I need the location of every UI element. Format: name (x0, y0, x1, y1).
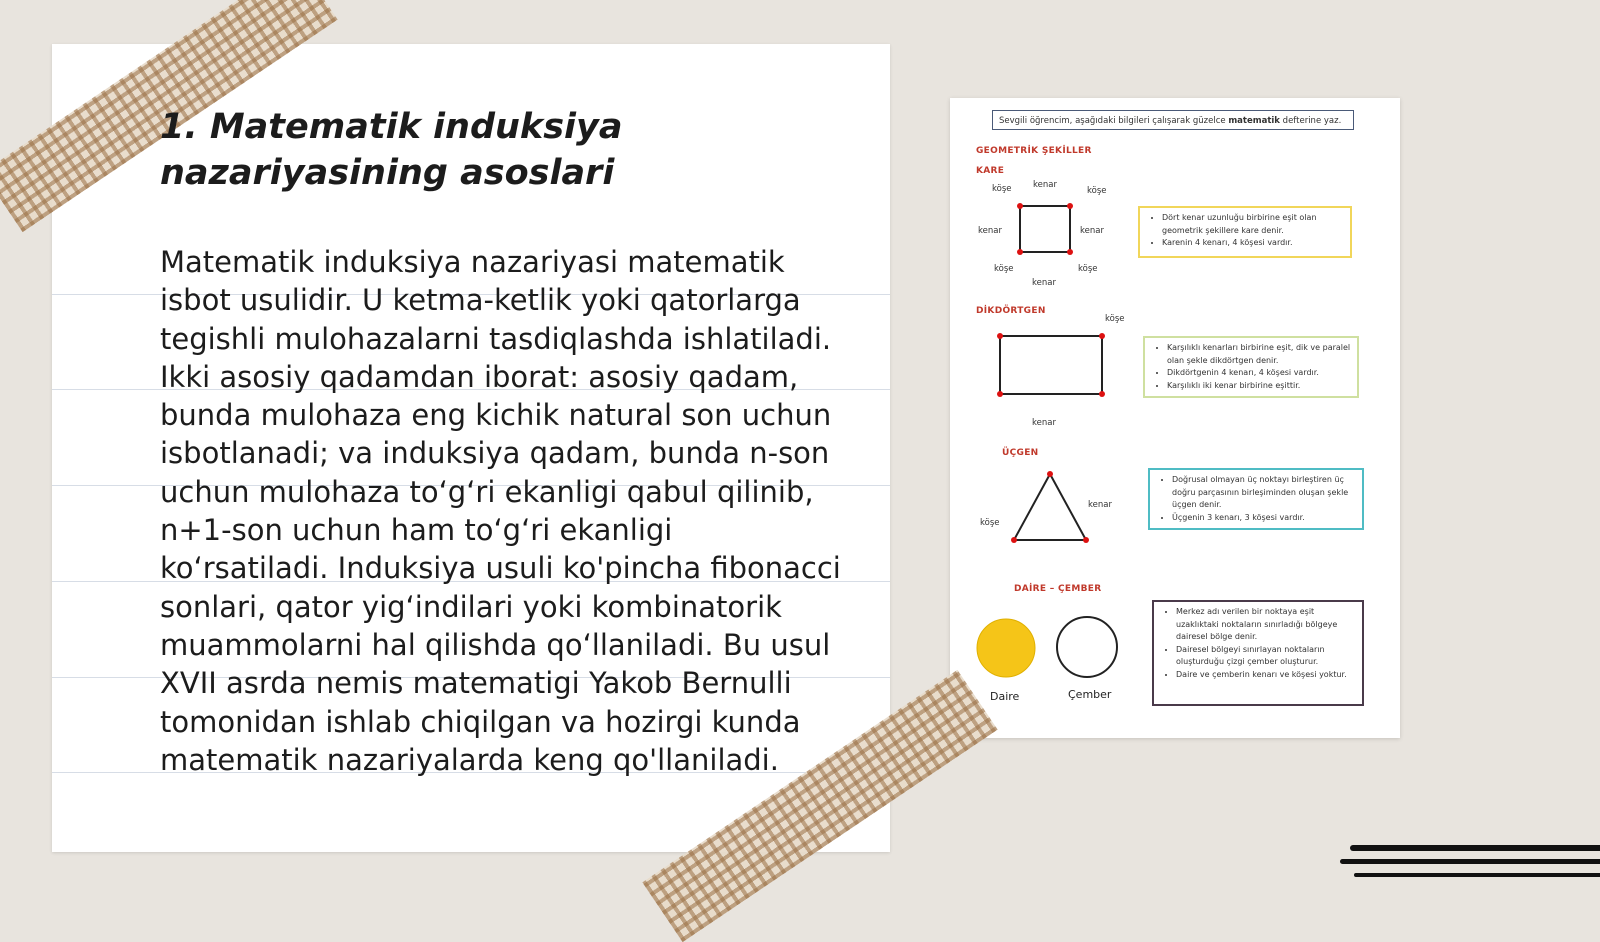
kare-info-box (1138, 206, 1352, 258)
title-line-1: 1. Matematik induksiya (160, 107, 623, 147)
kare-kenar-label: kenar (1080, 226, 1104, 236)
kare-bullet: • Dört kenar uzunluğu birbirine eşit olan geometrik şekillere kare denir. (1162, 212, 1344, 237)
dikdortgen-kenar-label: kenar (1032, 418, 1056, 428)
worksheet-image (950, 98, 1400, 738)
kare-kose-label: köşe (992, 184, 1012, 194)
ucgen-heading: ÜÇGEN (1002, 448, 1039, 458)
kare-bullet: • Karenin 4 kenarı, 4 köşesi vardır. (1162, 237, 1344, 250)
instruction-bold: matematik (1228, 116, 1280, 126)
kare-kenar-label: kenar (1032, 278, 1056, 288)
title-line-2: nazariyasining asoslari (160, 153, 615, 193)
triangle-shape (1014, 474, 1086, 540)
ucgen-bullet: • Üçgenin 3 kenarı, 3 köşesi vardır. (1172, 512, 1356, 525)
kare-kenar-label: kenar (1033, 180, 1057, 190)
kare-kenar-label: kenar (978, 226, 1002, 236)
dikdortgen-info-box (1143, 336, 1359, 398)
dikdortgen-bullet: • Karşılıklı kenarları birbirine eşit, dik ve paralel olan şekle dikdörtgen denir. (1167, 342, 1351, 367)
brush-line (1354, 873, 1600, 877)
outline-circle-shape (1056, 616, 1118, 678)
dikdortgen-heading: DİKDÖRTGEN (976, 306, 1046, 316)
daire-bullet: • Daire ve çemberin kenarı ve köşesi yoktur. (1176, 669, 1356, 682)
daire-bullet: • Merkez adı verilen bir noktaya eşit uzaklıktaki noktaların sınırladığı bölgeye dairesel bölge denir. (1176, 606, 1356, 644)
ucgen-kose-label: köşe (980, 518, 1000, 528)
brush-line (1350, 845, 1600, 851)
daire-info-box (1152, 600, 1364, 706)
ucgen-kenar-label: kenar (1088, 500, 1112, 510)
daire-heading: DAİRE – ÇEMBER (1014, 584, 1102, 594)
rectangle-shape (1000, 336, 1102, 394)
daire-bullet: • Dairesel bölgeyi sınırlayan noktaların oluşturduğu çizgi çember oluşturur. (1176, 644, 1356, 669)
brush-line (1340, 859, 1600, 864)
kare-kose-label: köşe (994, 264, 1014, 274)
dikdortgen-bullet: • Karşılıklı iki kenar birbirine eşittir. (1167, 380, 1351, 393)
ucgen-bullet: • Doğrusal olmayan üç noktayı birleştiren üç doğru parçasının birleşiminden oluşan şekle üçgen denir. (1172, 474, 1356, 512)
ucgen-info-box (1148, 468, 1364, 530)
dikdortgen-kose-label: köşe (1105, 314, 1125, 324)
filled-circle-shape (976, 618, 1036, 678)
dikdortgen-bullet: • Dikdörtgenin 4 kenarı, 4 köşesi vardır. (1167, 367, 1351, 380)
instruction-prefix: Sevgili öğrencim, aşağıdaki bilgileri çalışarak güzelce (999, 116, 1226, 126)
kare-heading: KARE (976, 166, 1005, 176)
kare-kose-label: köşe (1087, 186, 1107, 196)
worksheet-instruction (992, 110, 1354, 130)
cember-caption: Çember (1068, 688, 1112, 701)
instruction-suffix: defterine yaz. (1282, 116, 1342, 126)
slide-title (160, 104, 800, 196)
daire-caption: Daire (990, 690, 1020, 703)
square-shape (1020, 206, 1070, 252)
section-title: GEOMETRİK ŞEKİLLER (976, 146, 1092, 156)
slide-body-text: Matematik induksiya nazariyasi matematik isbot usulidir. U ketma-ketlik yoki qatorlarga tegishli mulohazalarni tasdiqlashda ishlatiladi. Ikki asosiy qadamdan iborat: asosiy qadam, bunda mulohaza eng kichik natural son uchun isbotlanadi; va induksiya qadam, bunda n-son uchun mulohaza to‘g‘ri ekanligi qabul qilinib, n+1-son uchun ham to‘g‘ri ekanligi ko‘rsatiladi. Induksiya usuli ko'pincha fibonacci sonlari, qator yig‘indilari yoki kombinatorik muammolarni hal qilishda qo‘llaniladi. Bu usul XVII asrda nemis matematigi Yakob Bernulli tomonidan ishlab chiqilgan va hozirgi kunda matematik nazariyalarda keng qo'llaniladi. (160, 245, 841, 777)
kare-kose-label: köşe (1078, 264, 1098, 274)
